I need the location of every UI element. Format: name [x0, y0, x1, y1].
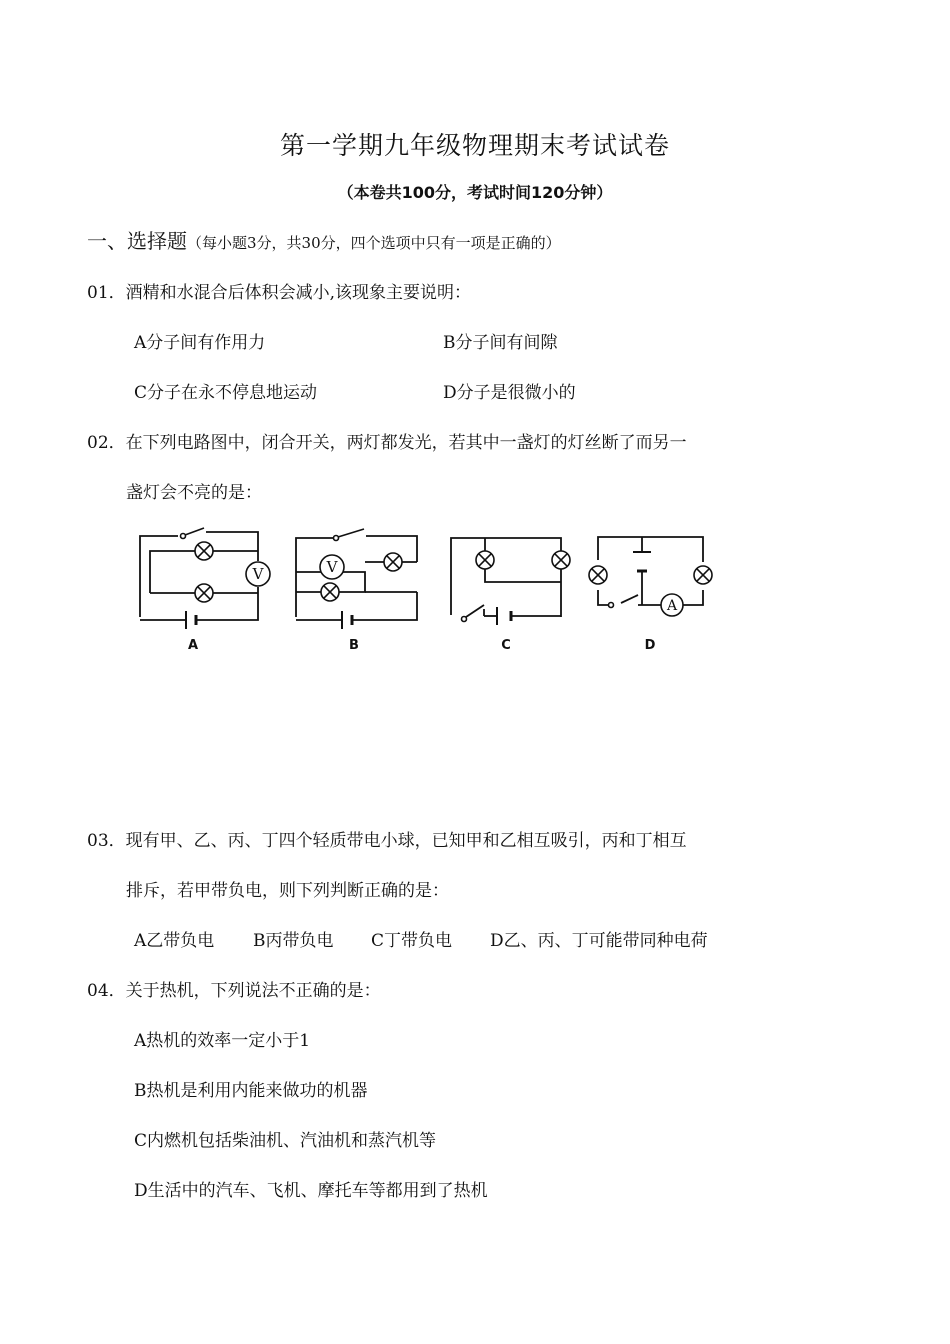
section-header	[87, 230, 561, 254]
figure-label-c: C	[501, 638, 511, 653]
exam-title: 第一学期九年级物理期末考试试卷	[279, 131, 670, 160]
circuit-b	[296, 536, 417, 620]
option-c: C分子在永不停息地运动	[134, 383, 318, 403]
option-b: B热机是利用内能来做功的机器	[134, 1081, 368, 1101]
question-number: 03．	[87, 831, 126, 851]
option-d: D分子是很微小的	[443, 383, 576, 403]
option-a: A分子间有作用力	[134, 333, 266, 353]
question-stem-line1: 现有甲、乙、丙、丁四个轻质带电小球，已知甲和乙相互吸引，丙和丁相互	[125, 831, 687, 851]
option-c: C丁带负电	[371, 931, 453, 951]
section-note: （每小题3分，共30分，四个选项中只有一项是正确的）	[187, 234, 561, 252]
question-stem-line2: 排斥，若甲带负电，则下列判断正确的是：	[126, 881, 449, 901]
question-stem: 酒精和水混合后体积会减小,该现象主要说明：	[125, 283, 472, 303]
option-d: D生活中的汽车、飞机、摩托车等都用到了热机	[134, 1181, 488, 1201]
voltmeter-symbol-a: V	[252, 565, 264, 583]
option-c: C内燃机包括柴油机、汽油机和蒸汽机等	[134, 1131, 437, 1151]
exam-subtitle: （本卷共100分，考试时间120分钟）	[337, 183, 613, 202]
question-number: 02．	[87, 433, 126, 453]
circuit-c	[451, 538, 561, 617]
question-number: 01．	[87, 283, 126, 303]
option-a: A乙带负电	[134, 931, 215, 951]
question-stem: 关于热机，下列说法不正确的是：	[125, 981, 381, 1001]
figure-label-b: B	[349, 638, 359, 653]
section-heading: 一、选择题	[87, 229, 187, 253]
voltmeter-symbol-b: V	[326, 558, 338, 576]
figure-label-a: A	[187, 638, 199, 653]
option-b: B丙带负电	[253, 931, 334, 951]
circuit-d	[598, 537, 703, 605]
figure-label-d: D	[644, 638, 656, 653]
circuit-diagrams	[128, 520, 728, 660]
option-b: B分子间有间隙	[443, 333, 558, 353]
ammeter-symbol-d: A	[666, 598, 678, 614]
option-a: A热机的效率一定小于1	[134, 1031, 311, 1051]
question-stem-line1: 在下列电路图中，闭合开关，两灯都发光，若其中一盏灯的灯丝断了而另一	[125, 433, 687, 453]
question-stem-line2: 盏灯会不亮的是：	[126, 483, 262, 503]
question-number: 04．	[87, 981, 126, 1001]
meter-icons	[246, 555, 683, 616]
option-d: D乙、丙、丁可能带同种电荷	[490, 931, 708, 951]
